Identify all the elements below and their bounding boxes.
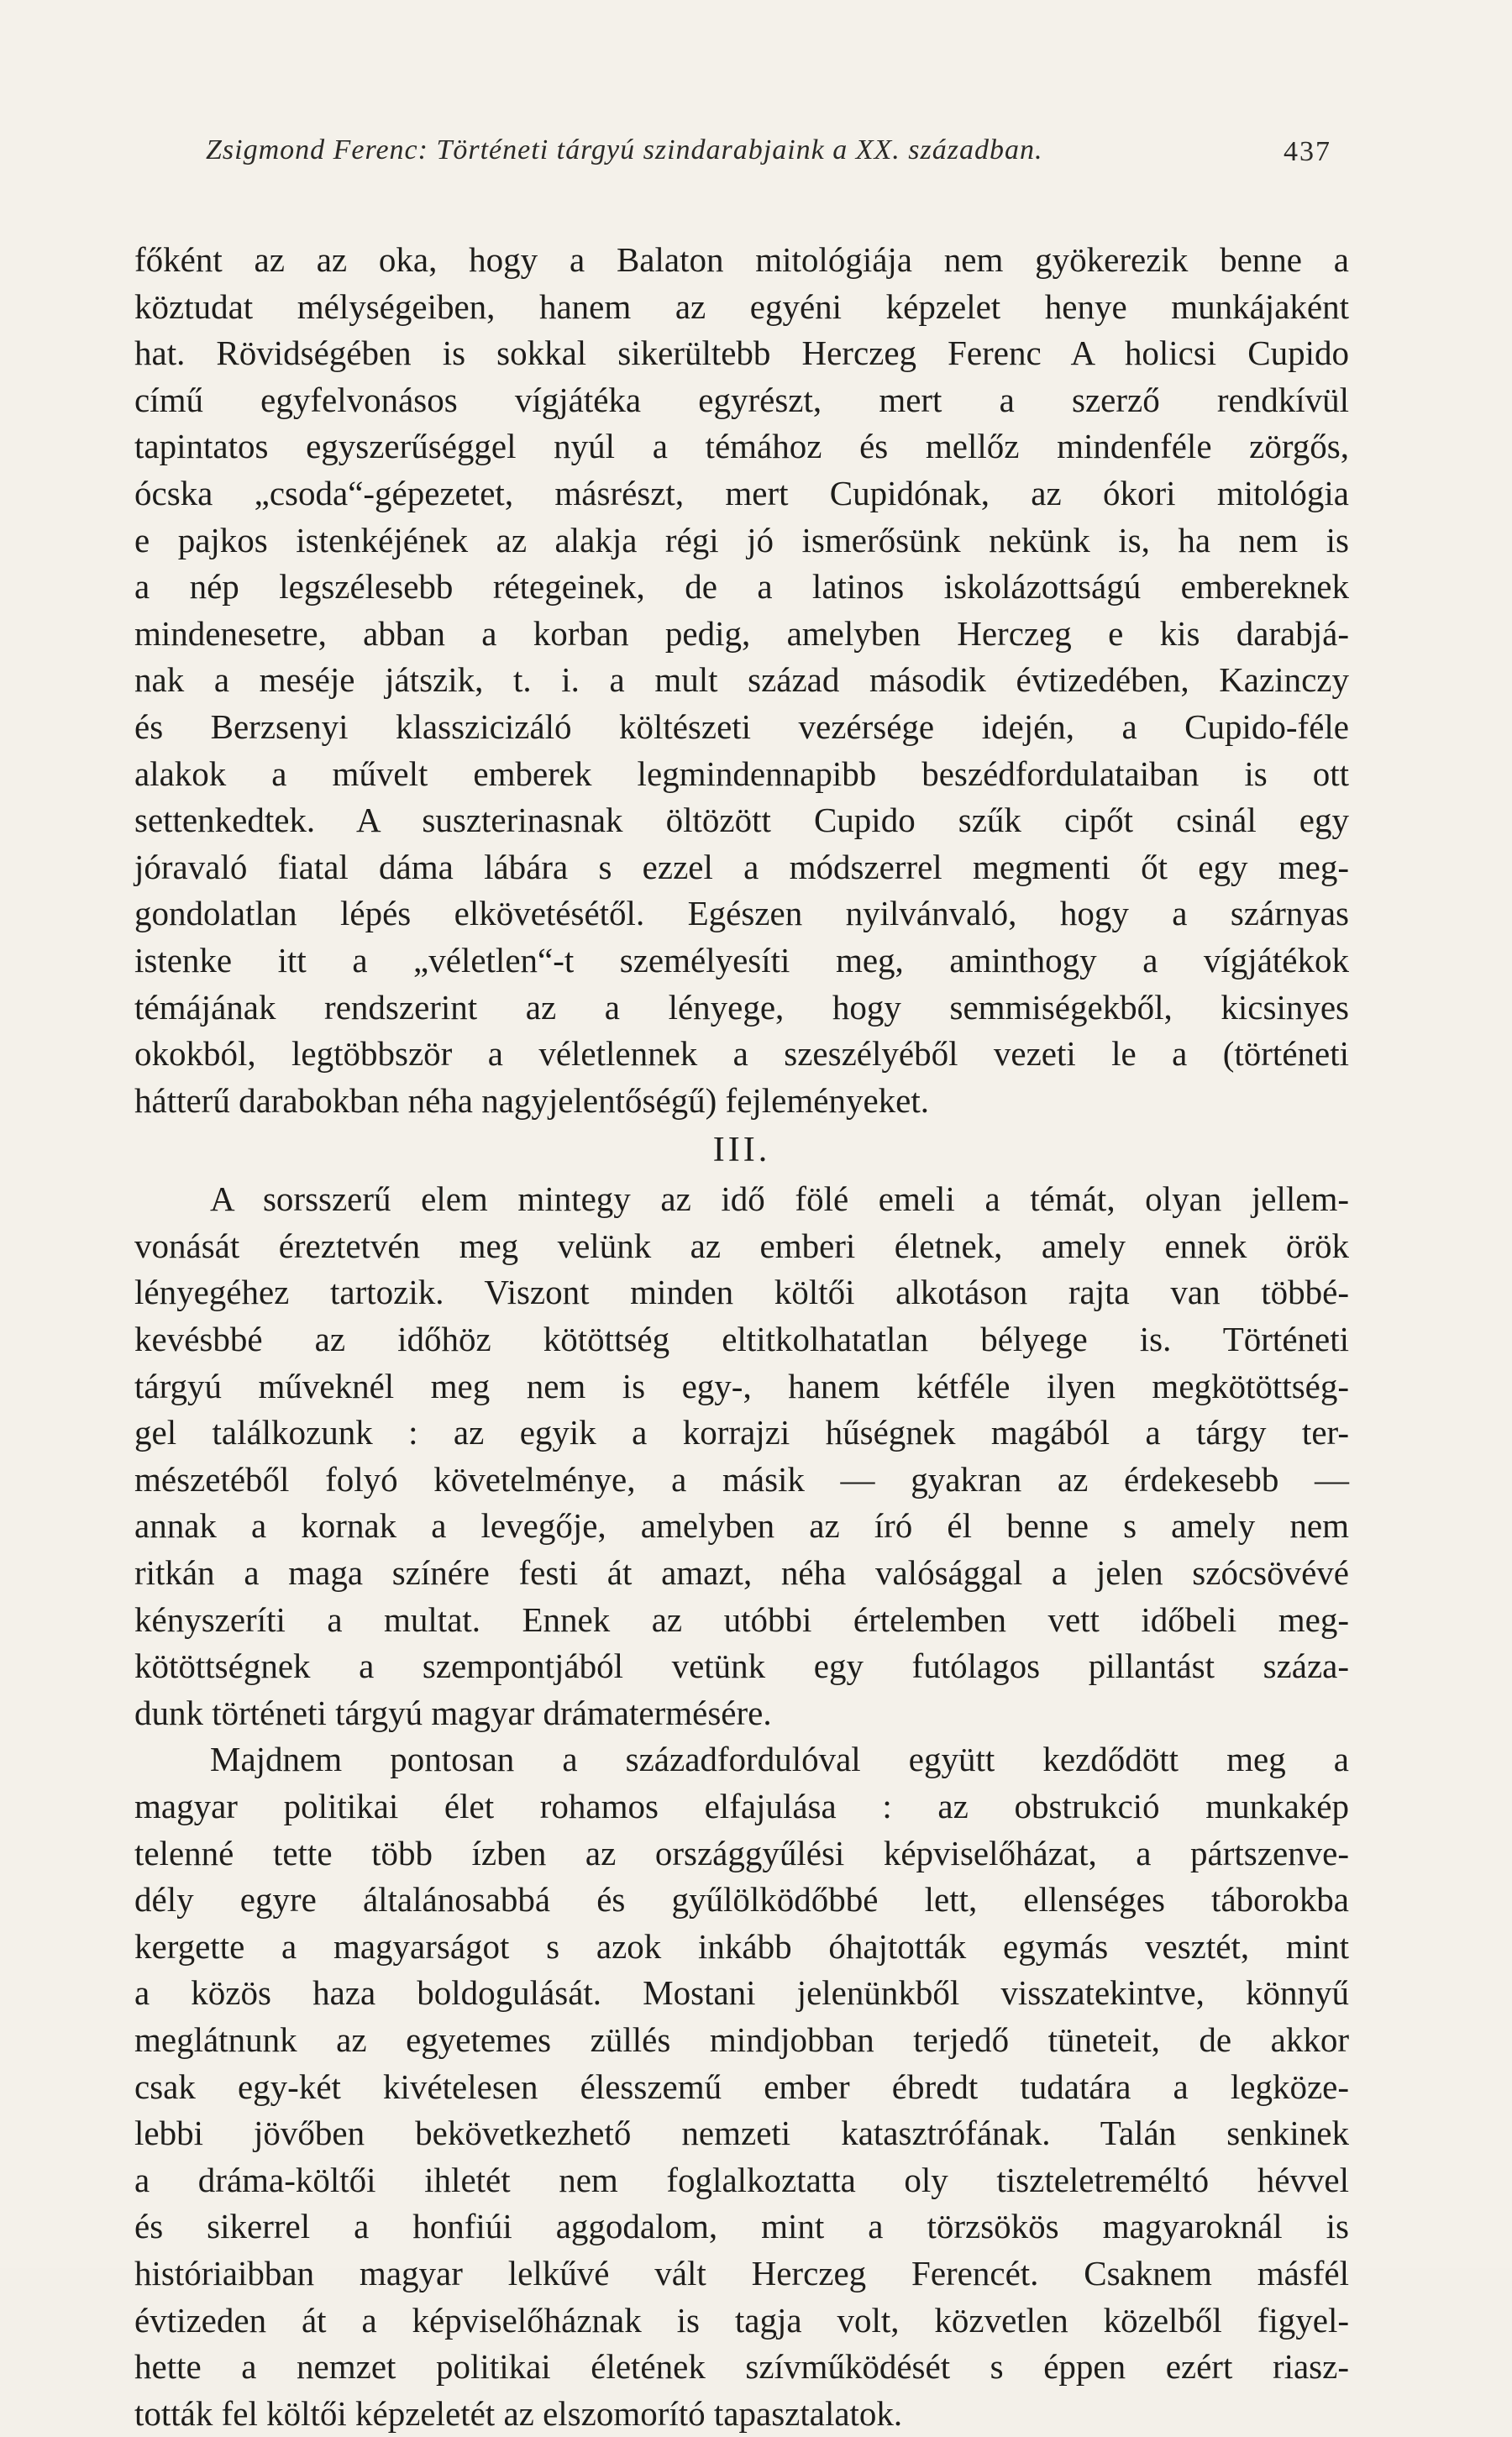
- text-line: köztudat mélységeiben, hanem az egyéni képzelet henye munkájaként: [134, 286, 1349, 326]
- text-line: gel találkozunk : az egyik a korrajzi hűségnek magából a tárgy ter-: [134, 1413, 1349, 1452]
- text-line: lebbi jövőben bekövetkezhető nemzeti katasztrófának. Talán senkinek: [134, 2114, 1349, 2153]
- text-line: históriaibban magyar lelkűvé vált Herczeg Ferencét. Csaknem másfél: [134, 2253, 1349, 2293]
- text-line: annak a kornak a levegője, amelyben az író él benne s amely nem: [134, 1506, 1349, 1546]
- text-line: gondolatlan lépés elkövetésétől. Egészen nyilvánvaló, hogy a szárnyas: [134, 894, 1349, 933]
- page-number: 437: [1284, 136, 1331, 167]
- text-line: okokból, legtöbbször a véletlennek a szeszélyéből vezeti le a (történeti: [134, 1034, 1349, 1074]
- section-heading: III.: [712, 1131, 771, 1170]
- text-line: telenné tette több ízben az országgyűlési képviselőházat, a pártszenve-: [134, 1833, 1349, 1872]
- text-line: és sikerrel a honfiúi aggodalom, mint a törzsökös magyaroknál is: [134, 2207, 1349, 2246]
- paragraph-2: [134, 1176, 1349, 1736]
- text-line: a dráma-költői ihletét nem foglalkoztatta oly tiszteletreméltó hévvel: [134, 2160, 1349, 2199]
- text-line: ócska „csoda“-gépezetet, másrészt, mert Cupidónak, az ókori mitológia: [134, 473, 1349, 512]
- text-line: tották fel költői képzeletét az elszomorító tapasztalatok.: [134, 2393, 903, 2433]
- text-line: kevésbbé az időhöz kötöttség eltitkolhatatlan bélyege is. Történeti: [134, 1320, 1349, 1359]
- text-line: alakok a művelt emberek legmindennapibb beszédfordulataiban is ott: [134, 754, 1349, 793]
- text-line: mészetéből folyó követelménye, a másik — gyakran az érdekesebb —: [134, 1459, 1349, 1499]
- text-line: ritkán a maga színére festi át amazt, néha valósággal a jelen szócsövévé: [134, 1553, 1349, 1593]
- text-line: magyar politikai élet rohamos elfajulása : az obstrukció munkakép: [134, 1787, 1349, 1825]
- text-line: dunk történeti tárgyú magyar drámatermésére.: [134, 1693, 772, 1732]
- text-line: tárgyú műveknél meg nem is egy-, hanem kétféle ilyen megkötöttség-: [134, 1366, 1349, 1405]
- text-line: hat. Rövidségében is sokkal sikerültebb Herczeg Ferenc A holicsi Cupido: [134, 334, 1349, 373]
- text-line: jóravaló fiatal dáma lábára s ezzel a módszerrel megmenti őt egy meg-: [134, 847, 1349, 886]
- text-line: témájának rendszerint az a lényege, hogy semmiségekből, kicsinyes: [134, 987, 1349, 1027]
- text-line: évtizeden át a képviselőháznak is tagja volt, közvetlen közelből figyel-: [134, 2300, 1349, 2340]
- text-line: tapintatos egyszerűséggel nyúl a témához és mellőz mindenféle zörgős,: [134, 427, 1349, 466]
- text-line: nak a meséje játszik, t. i. a mult század második évtizedében, Kazinczy: [134, 660, 1349, 700]
- text-line: csak egy-két kivételesen élesszemű ember ébredt tudatára a legköze-: [134, 2067, 1349, 2106]
- text-line: és Berzsenyi klasszicizáló költészeti vezérsége idején, a Cupido-féle: [134, 706, 1349, 746]
- text-line: dély egyre általánosabbá és gyűlölködőbbé lett, ellenséges táborokba: [134, 1880, 1349, 1920]
- text-line: kötöttségnek a szempontjából vetünk egy futólagos pillantást száza-: [134, 1647, 1349, 1686]
- body-text: [134, 237, 1349, 2437]
- text-line: meglátnunk az egyetemes züllés mindjobban terjedő tüneteit, de akkor: [134, 2019, 1349, 2059]
- text-line: A sorsszerű elem mintegy az idő fölé emeli a témát, olyan jellem-: [210, 1179, 1349, 1219]
- text-line: Majdnem pontosan a századfordulóval együtt kezdődött meg a: [210, 1740, 1349, 1779]
- text-line: című egyfelvonásos vígjátéka egyrészt, mert a szerző rendkívül: [134, 380, 1349, 419]
- text-line: kényszeríti a multat. Ennek az utóbbi értelemben vett időbeli meg-: [134, 1599, 1349, 1639]
- text-line: hette a nemzet politikai életének szívműködését s éppen ezért riasz-: [134, 2347, 1349, 2387]
- running-head: [206, 126, 1331, 176]
- text-line: vonását éreztetvén meg velünk az emberi életnek, amely ennek örök: [134, 1226, 1349, 1265]
- text-line: settenkedtek. A suszterinasnak öltözött Cupido szűk cipőt csinál egy: [134, 801, 1349, 840]
- text-line: kergette a magyarságot s azok inkább óhajtották egymás vesztét, mint: [134, 1926, 1349, 1966]
- text-line: lényegéhez tartozik. Viszont minden költői alkotáson rajta van többé-: [134, 1273, 1349, 1312]
- text-line: istenke itt a „véletlen“-t személyesíti meg, aminthogy a vígjátékok: [134, 940, 1349, 980]
- text-line: e pajkos istenkéjének az alakja régi jó ismerősünk nekünk is, ha nem is: [134, 520, 1349, 559]
- text-line: hátterű darabokban néha nagyjelentőségű) fejleményeket.: [134, 1080, 930, 1120]
- text-line: a nép legszélesebb rétegeinek, de a latinos iskolázottságú embereknek: [134, 567, 1349, 607]
- text-line: főként az az oka, hogy a Balaton mitológiája nem gyökerezik benne a: [134, 240, 1349, 279]
- paragraph-1: [134, 237, 1349, 1124]
- paragraph-3: [134, 1736, 1349, 2437]
- running-head-title: Zsigmond Ferenc: Történeti tárgyú szindarabjaink a XX. században.: [206, 134, 1043, 165]
- text-line: a közös haza boldogulását. Mostani jelenünkből visszatekintve, könnyű: [134, 1973, 1349, 2013]
- text-line: mindenesetre, abban a korban pedig, amelyben Herczeg e kis darabjá-: [134, 613, 1349, 653]
